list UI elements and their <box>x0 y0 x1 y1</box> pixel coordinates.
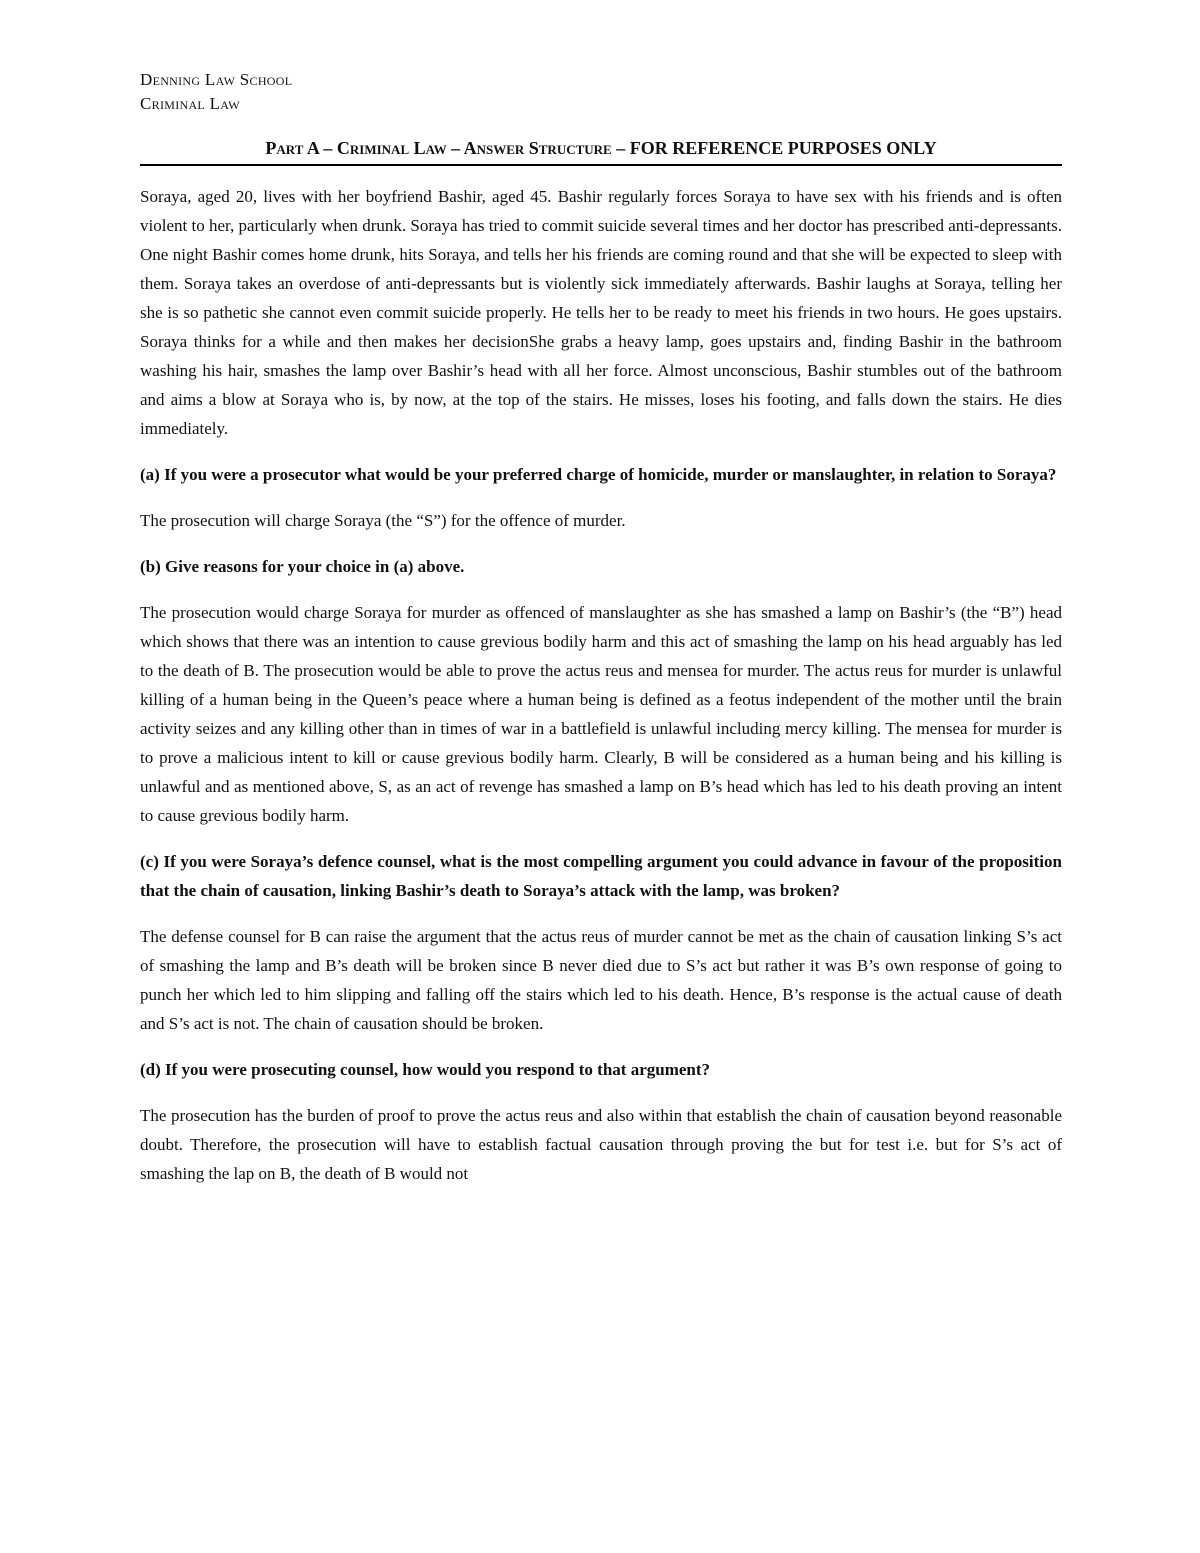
answer-a: The prosecution will charge Soraya (the “S”) for the offence of murder. <box>140 511 626 530</box>
school-name: Denning Law School <box>140 70 293 89</box>
question-b: (b) Give reasons for your choice in (a) above. <box>140 557 465 576</box>
document-page <box>140 68 1062 1188</box>
question-c: (c) If you were Soraya’s defence counsel, what is the most compelling argument you could advance in favour of the proposition that the chain of causation, linking Bashir’s death to Soraya’s attack with the lamp, was broken? <box>140 852 1062 900</box>
title-divider <box>140 164 1062 166</box>
answer-d: The prosecution has the burden of proof to prove the actus reus and also within that establish the chain of causation beyond reasonable doubt. Therefore, the prosecution will have to establish factual causation through proving the but for test i.e. but for S’s act of smashing the lap on B, the death of B would not <box>140 1106 1062 1183</box>
answer-b: The prosecution would charge Soraya for murder as offenced of manslaughter as she has smashed a lamp on Bashir’s (the “B”) head which shows that there was an intention to cause grevious bodily harm and this act of smashing the lamp on his head arguably has led to the death of B. The prosecution would be able to prove the actus reus and mensea for murder. The actus reus for murder is unlawful killing of a human being in the Queen’s peace where a human being is defined as a feotus independent of the mother until the brain activity seizes and any killing other than in times of war in a battlefield is unlawful including mercy killing. The mensea for murder is to prove a malicious intent to kill or cause grevious bodily harm. Clearly, B will be considered as a human being and his killing is unlawful and as mentioned above, S, as an act of revenge has smashed a lamp on B’s head which has led to his death proving an intent to cause grevious bodily harm. <box>140 603 1062 825</box>
question-d: (d) If you were prosecuting counsel, how would you respond to that argument? <box>140 1060 711 1079</box>
scenario-paragraph: Soraya, aged 20, lives with her boyfriend Bashir, aged 45. Bashir regularly forces Soraya to have sex with his friends and is often violent to her, particularly when drunk. Soraya has tried to commit suicide several times and her doctor has prescribed anti-depressants. One night Bashir comes home drunk, hits Soraya, and tells her his friends are coming round and that she will be expected to sleep with them. Soraya takes an overdose of anti-depressants but is violently sick immediately afterwards. Bashir laughs at Soraya, telling her she is so pathetic she cannot even commit suicide properly. He tells her to be ready to meet his friends in two hours. He goes upstairs. Soraya thinks for a while and then makes her decisionShe grabs a heavy lamp, goes upstairs and, finding Bashir in the bathroom washing his hair, smashes the lamp over Bashir’s head with all her force. Almost unconscious, Bashir stumbles out of the bathroom and aims a blow at Soraya who is, by now, at the top of the stairs. He misses, loses his footing, and falls down the stairs. He dies immediately. <box>140 187 1062 438</box>
document-title: Part A – Criminal Law – Answer Structure – FOR REFERENCE PURPOSES ONLY <box>265 138 937 158</box>
question-a: (a) If you were a prosecutor what would be your preferred charge of homicide, murder or manslaughter, in relation to Soraya? <box>140 465 1057 484</box>
subject-name: Criminal Law <box>140 94 240 113</box>
answer-c: The defense counsel for B can raise the argument that the actus reus of murder cannot be met as the chain of causation linking S’s act of smashing the lamp and B’s death will be broken since B never died due to S’s act but rather it was B’s own response of going to punch her which led to him slipping and falling off the stairs which led to his death. Hence, B’s response is the actual cause of death and S’s act is not. The chain of causation should be broken. <box>140 927 1062 1033</box>
